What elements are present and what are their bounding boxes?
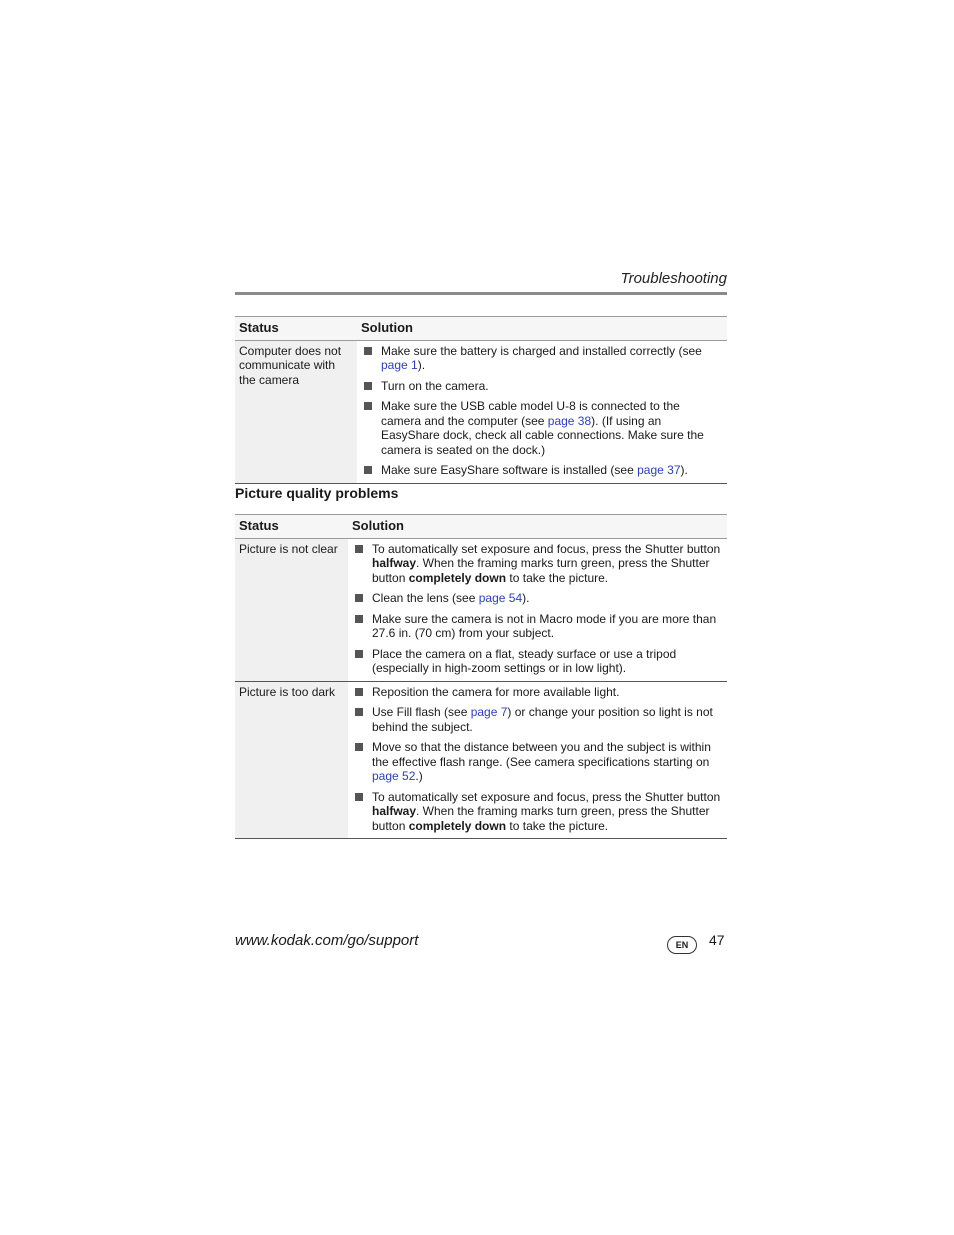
table-row (235, 538, 727, 681)
square-bullet-icon (355, 743, 363, 751)
solution-item: Make sure the camera is not in Macro mode if you are more than 27.6 in. (70 cm) from your subject. (352, 612, 723, 641)
status-cell: Picture is not clear (235, 538, 348, 681)
table-row (235, 340, 727, 483)
solution-item: Use Fill flash (see page 7) or change your position so light is not behind the subject. (352, 705, 723, 734)
troubleshooting-table-connection (235, 316, 727, 484)
page-link[interactable]: page 38 (547, 413, 592, 428)
solution-item: Place the camera on a flat, steady surface or use a tripod (especially in high-zoom settings or in low light). (352, 647, 723, 676)
solution-item: Turn on the camera. (361, 379, 723, 394)
square-bullet-icon (355, 708, 363, 716)
page-link[interactable]: page 7 (470, 705, 508, 719)
section-title: Picture quality problems (235, 485, 399, 501)
solution-item: Make sure the battery is charged and installed correctly (see page 1). (361, 344, 723, 373)
solution-item: Clean the lens (see page 54). (352, 591, 723, 606)
page-link[interactable]: page 1 (381, 358, 418, 372)
column-header-solution: Solution (348, 515, 727, 539)
status-cell: Computer does not communicate with the camera (235, 340, 357, 483)
solution-item: Make sure the USB cable model U-8 is connected to the camera and the computer (see page 38). (If using an EasyShare dock, check all cable connections. Make sure the camera is seated on the dock.) (361, 399, 723, 457)
square-bullet-icon (355, 688, 363, 696)
header-rule (235, 292, 727, 295)
language-badge: EN (667, 936, 697, 954)
solution-item: To automatically set exposure and focus, press the Shutter button halfway. When the framing marks turn green, press the Shutter button completely down to take the picture. (352, 542, 723, 586)
column-header-solution: Solution (357, 317, 727, 341)
square-bullet-icon (364, 402, 372, 410)
solution-item: To automatically set exposure and focus, press the Shutter button halfway. When the framing marks turn green, press the Shutter button completely down to take the picture. (352, 790, 723, 834)
status-cell: Picture is too dark (235, 681, 348, 839)
square-bullet-icon (364, 466, 372, 474)
square-bullet-icon (355, 615, 363, 623)
table-header-row (235, 515, 727, 539)
square-bullet-icon (364, 382, 372, 390)
table-header-row (235, 317, 727, 341)
page-number: 47 (709, 932, 725, 948)
square-bullet-icon (355, 793, 363, 801)
page-link[interactable]: page 37 (637, 463, 681, 477)
page-link[interactable]: page 52 (372, 769, 416, 783)
table-row (235, 681, 727, 839)
solution-cell (357, 340, 727, 483)
solution-cell (348, 538, 727, 681)
solution-item: Make sure EasyShare software is installed (see page 37). (361, 463, 723, 478)
page-link[interactable]: page 54 (478, 591, 523, 605)
solution-item: Reposition the camera for more available light. (352, 685, 723, 700)
square-bullet-icon (355, 594, 363, 602)
troubleshooting-table-picture-quality (235, 514, 727, 839)
column-header-status: Status (235, 515, 348, 539)
running-head: Troubleshooting (620, 270, 727, 287)
solution-cell (348, 681, 727, 839)
column-header-status: Status (235, 317, 357, 341)
square-bullet-icon (355, 545, 363, 553)
support-url[interactable]: www.kodak.com/go/support (235, 932, 419, 949)
solution-item: Move so that the distance between you and the subject is within the effective flash range. (See camera specifications starting on page 52.) (352, 740, 723, 784)
square-bullet-icon (355, 650, 363, 658)
square-bullet-icon (364, 347, 372, 355)
